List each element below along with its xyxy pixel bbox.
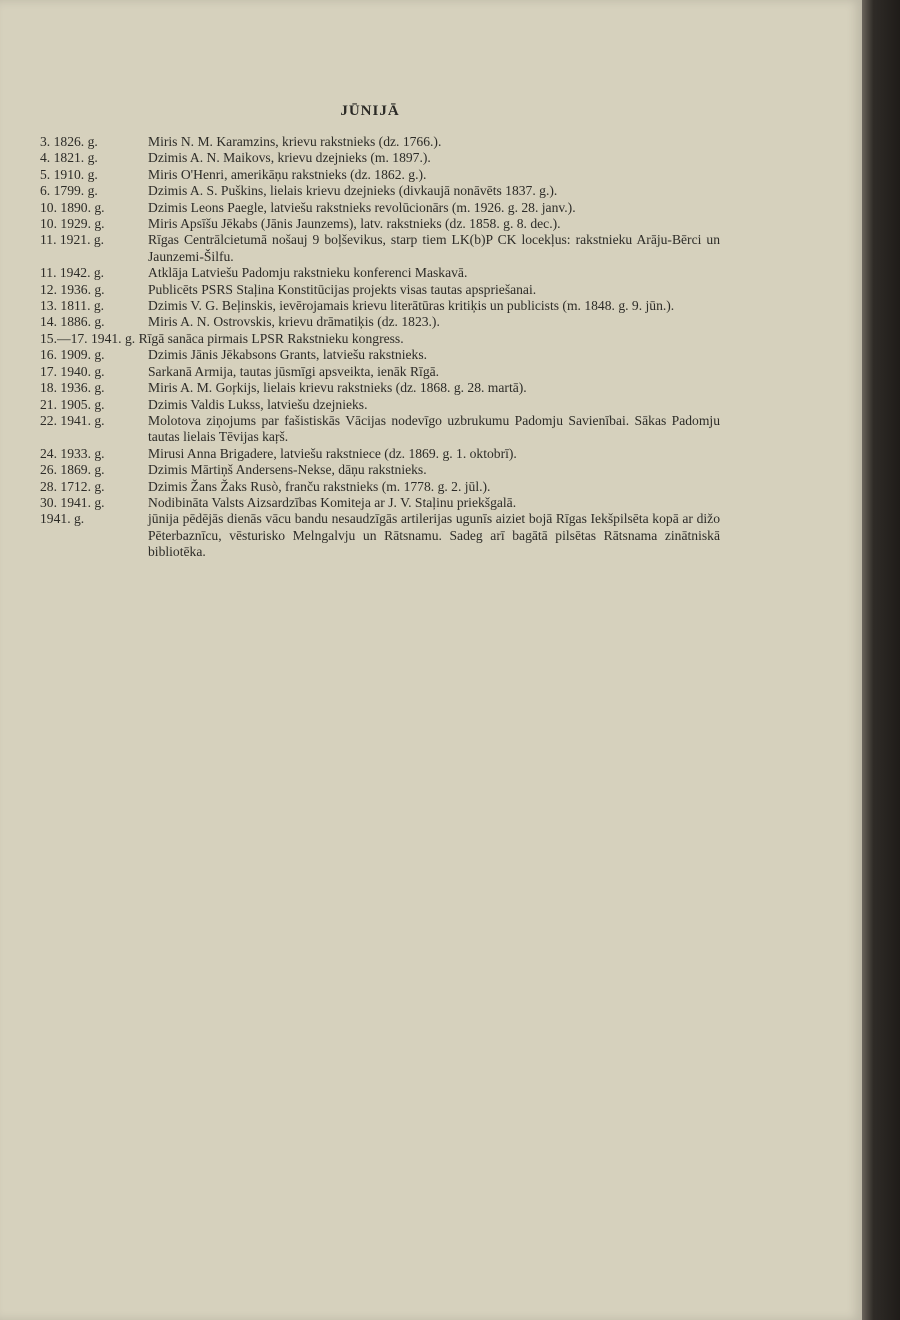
- entry-text: Dzimis Jānis Jēkabsons Grants, latviešu rakstnieks.: [148, 347, 428, 363]
- entry-text: Molotova ziņojums par fašistiskās Vācijas nodevīgo uzbrukumu Padomju Savienībai. Sākas Padomju tautas lielais Tēvijas kaŗš.: [148, 412, 720, 445]
- entry-text: Dzimis A. S. Puškins, lielais krievu dzejnieks (divkaujā nonāvēts 1837. g.).: [148, 183, 558, 199]
- calendar-entry: [40, 265, 720, 281]
- calendar-entry: [40, 364, 720, 380]
- calendar-entry: [40, 216, 720, 232]
- calendar-entry: [40, 511, 720, 560]
- calendar-entry: [40, 200, 720, 216]
- entry-text: Rīgā sanāca pirmais LPSR Rakstnieku kongress.: [138, 330, 404, 346]
- entry-text: Sarkanā Armija, tautas jūsmīgi apsveikta, ienāk Rīgā.: [148, 363, 440, 379]
- entry-date: 5. 1910. g.: [40, 166, 98, 182]
- entry-date: 14. 1886. g.: [40, 314, 105, 330]
- entry-text: Miris A. N. Ostrovskis, krievu drāmatiķis (dz. 1823.).: [148, 314, 440, 330]
- entry-date: 16. 1909. g.: [40, 347, 105, 363]
- calendar-entry: [40, 331, 720, 347]
- entry-date: 10. 1890. g.: [40, 199, 105, 215]
- entry-date: 6. 1799. g.: [40, 183, 98, 199]
- entry-text: Dzimis Žans Žaks Rusò, franču rakstnieks (m. 1778. g. 2. jūl.).: [148, 478, 491, 494]
- entry-date: 10. 1929. g.: [40, 216, 105, 232]
- calendar-entry: [40, 380, 720, 396]
- entry-text: Dzimis Valdis Lukss, latviešu dzejnieks.: [148, 396, 368, 412]
- entry-text: Dzimis A. N. Maikovs, krievu dzejnieks (m. 1897.).: [148, 150, 431, 166]
- calendar-entry: [40, 347, 720, 363]
- entry-date: 28. 1712. g.: [40, 478, 105, 494]
- entry-date: 4. 1821. g.: [40, 150, 98, 166]
- entry-date: 15.—17. 1941. g.: [40, 330, 136, 346]
- calendar-entry: [40, 298, 720, 314]
- entry-date: 21. 1905. g.: [40, 396, 105, 412]
- entry-date: 30. 1941. g.: [40, 494, 105, 510]
- entry-date: 24. 1933. g.: [40, 445, 105, 461]
- calendar-entry: [40, 183, 720, 199]
- calendar-entry: [40, 462, 720, 478]
- entry-date: 1941. g.: [40, 511, 85, 527]
- calendar-entry: [40, 397, 720, 413]
- entry-date: 22. 1941. g.: [40, 412, 105, 428]
- entry-text: Atklāja Latviešu Padomju rakstnieku konferenci Maskavā.: [148, 265, 468, 281]
- entry-text: Miris Apsīšu Jēkabs (Jānis Jaunzems), latv. rakstnieks (dz. 1858. g. 8. dec.).: [148, 216, 561, 232]
- calendar-entry-list: [40, 134, 720, 561]
- calendar-entry: [40, 232, 720, 265]
- entry-date: 17. 1940. g.: [40, 363, 105, 379]
- entry-text: Miris A. M. Goŗkijs, lielais krievu rakstnieks (dz. 1868. g. 28. martā).: [148, 380, 527, 396]
- entry-date: 3. 1826. g.: [40, 134, 98, 149]
- entry-text: jūnija pēdējās dienās vācu bandu nesaudzīgās artilerijas ugunīs aiziet bojā Rīgas Iekšpilsēta kopā ar dižo Pēterbaznīcu, vēsturisko Melngalvju un Rātsnamu. Sadeg arī bagātā pilsētas Rātsnama zinātniskā bibliotēka.: [148, 511, 720, 560]
- entry-text: Nodibināta Valsts Aizsardzības Komiteja ar J. V. Staļinu priekšgalā.: [148, 494, 517, 510]
- calendar-entry: [40, 446, 720, 462]
- entry-date: 11. 1921. g.: [40, 232, 105, 248]
- calendar-entry: [40, 413, 720, 446]
- calendar-entry: [40, 150, 720, 166]
- calendar-entry: [40, 167, 720, 183]
- page-title: JŪNIJĀ: [340, 103, 400, 119]
- entry-date: 11. 1942. g.: [40, 265, 105, 281]
- entry-text: Miris O'Henri, amerikāņu rakstnieks (dz. 1862. g.).: [148, 166, 427, 182]
- entry-text: Mirusi Anna Brigadere, latviešu rakstniece (dz. 1869. g. 1. oktobrī).: [148, 445, 517, 461]
- calendar-entry: [40, 314, 720, 330]
- entry-text: Rīgas Centrālcietumā nošauj 9 boļševikus, starp tiem LK(b)P CK locekļus: rakstnieku Arāju-Bērci un Jaunzemi-Šilfu.: [148, 232, 720, 264]
- entry-date: 26. 1869. g.: [40, 462, 105, 478]
- calendar-entry: [40, 479, 720, 495]
- calendar-entry: [40, 134, 720, 150]
- entry-date: 13. 1811. g.: [40, 298, 105, 314]
- entry-text: Dzimis Mārtiņš Andersens-Nekse, dāņu rakstnieks.: [148, 462, 427, 478]
- entry-text: Dzimis Leons Paegle, latviešu rakstnieks revolūcionārs (m. 1926. g. 28. janv.).: [148, 199, 576, 215]
- entry-text: Dzimis V. G. Beļinskis, ievērojamais krievu literātūras kritiķis un publicists (m. 1848. g. 9. jūn.).: [148, 298, 675, 314]
- entry-date: 12. 1936. g.: [40, 281, 105, 297]
- calendar-entry: [40, 282, 720, 298]
- entry-text: Miris N. M. Karamzins, krievu rakstnieks (dz. 1766.).: [148, 134, 442, 149]
- calendar-entry: [40, 495, 720, 511]
- entry-text: Publicēts PSRS Staļina Konstitūcijas projekts visas tautas apspriešanai.: [148, 281, 537, 297]
- entry-date: 18. 1936. g.: [40, 380, 105, 396]
- page-edge-shadow: [862, 0, 900, 1320]
